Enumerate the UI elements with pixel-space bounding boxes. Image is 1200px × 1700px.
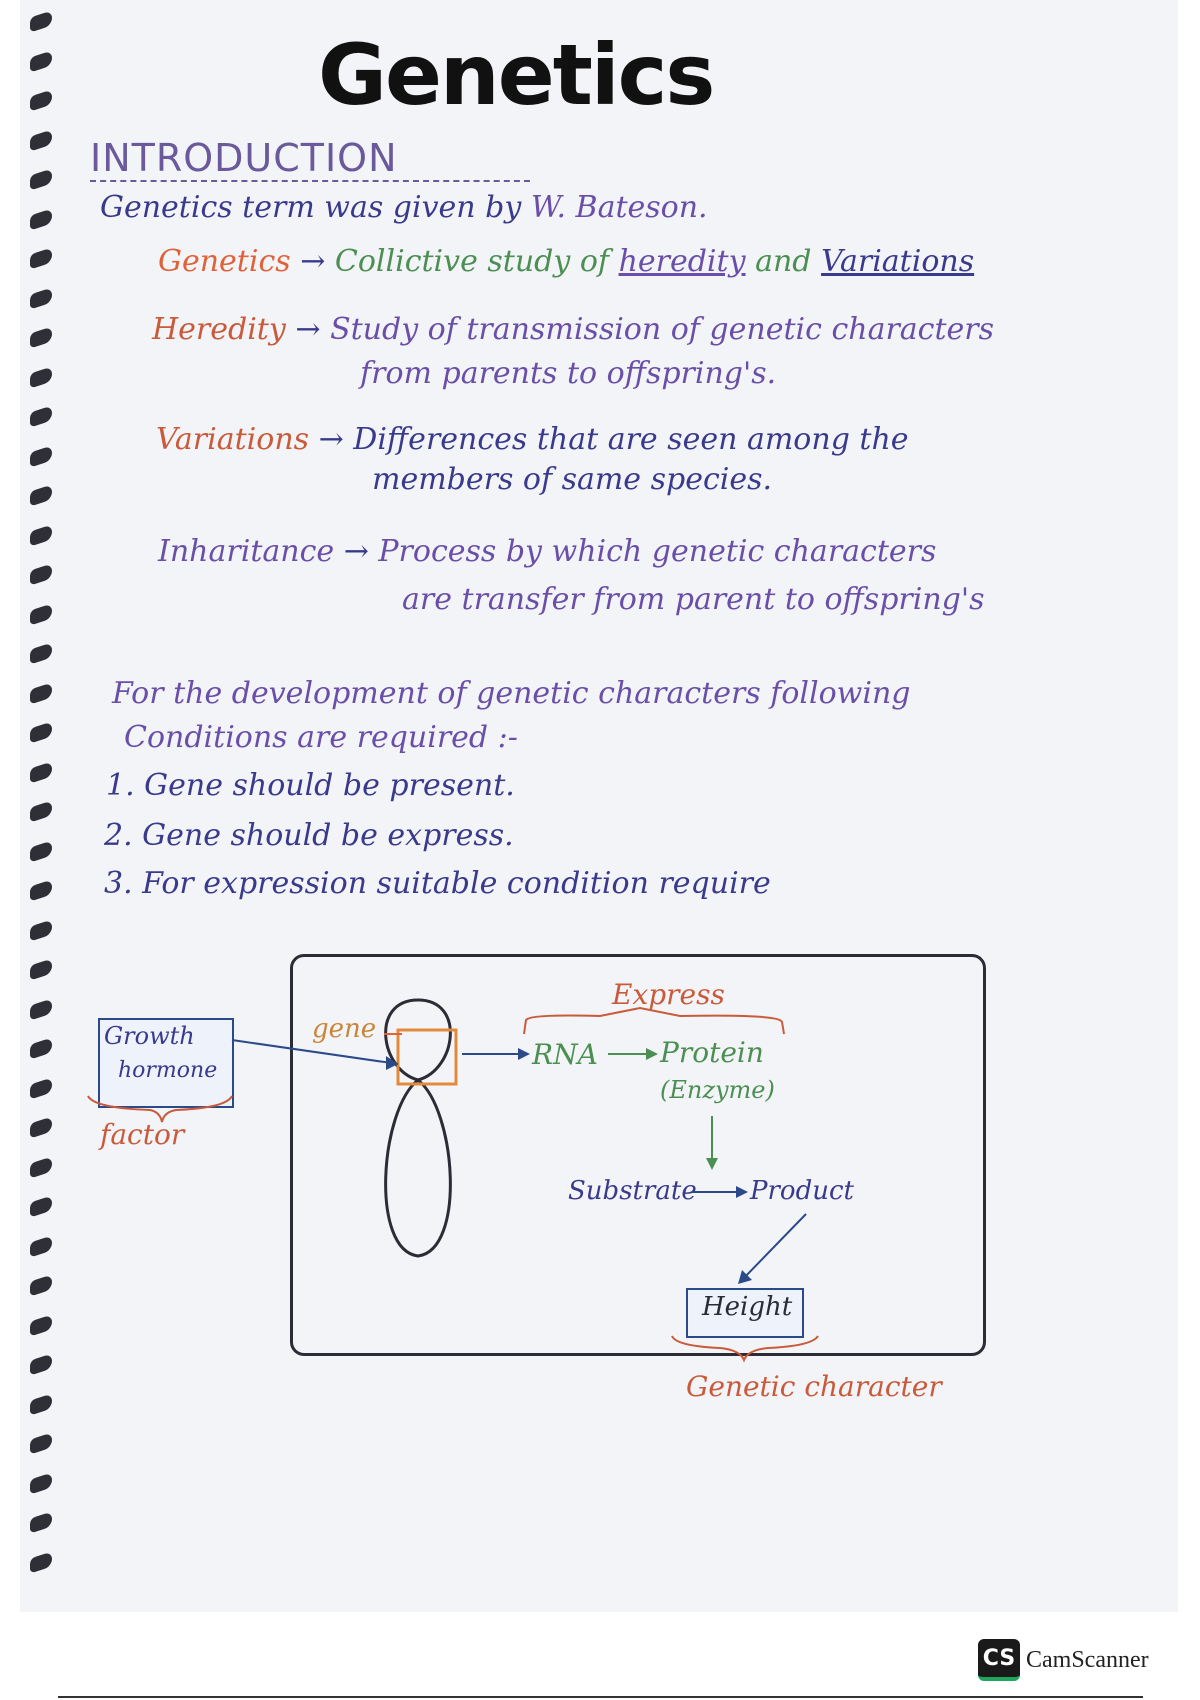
camscanner-text: CamScanner [1026, 1646, 1149, 1673]
arrow: → [318, 422, 344, 457]
genetic-character-label: Genetic character [686, 1370, 942, 1403]
definition-text: Differences that are seen among the [353, 422, 909, 457]
variations-word: Variations [821, 244, 975, 279]
camscanner-logo-icon: CS [978, 1639, 1020, 1681]
arrow: → [343, 534, 369, 569]
term-genetics: Genetics [158, 244, 291, 279]
intro-text: Genetics term was given by [100, 190, 522, 225]
product-label: Product [750, 1176, 854, 1206]
page-title: Genetics [318, 26, 714, 124]
and-word: and [755, 244, 812, 279]
arrow: → [300, 244, 326, 279]
enzyme-label: (Enzyme) [660, 1076, 775, 1104]
growth-label: Growth [104, 1022, 195, 1050]
gene-label: gene [312, 1014, 377, 1044]
definition-variations-cont: members of same species. [372, 462, 773, 497]
definition-heredity-cont: from parents to offspring's. [360, 356, 777, 391]
condition-item: 1. Gene should be present. [106, 768, 515, 803]
definition-text: Process by which genetic characters [378, 534, 937, 569]
hormone-label: hormone [118, 1058, 218, 1083]
introduction-heading: INTRODUCTION [90, 136, 398, 180]
definition-inharitance-cont: are transfer from parent to offspring's [402, 582, 985, 617]
conditions-intro-cont: Conditions are required :- [124, 720, 518, 755]
express-label: Express [612, 978, 725, 1011]
term-variations: Variations [156, 422, 310, 457]
heredity-word: heredity [618, 244, 746, 279]
definition-text: Study of transmission of genetic characters [330, 312, 995, 347]
conditions-intro: For the development of genetic characters following [112, 676, 911, 711]
condition-item: 2. Gene should be express. [104, 818, 514, 853]
condition-item: 3. For expression suitable condition require [104, 866, 771, 901]
arrow: → [295, 312, 321, 347]
protein-label: Protein [660, 1036, 764, 1069]
term-inharitance: Inharitance [158, 534, 335, 569]
factor-label: factor [100, 1118, 185, 1151]
bateson-name: W. Bateson. [530, 190, 708, 225]
camscanner-watermark [978, 1640, 1149, 1680]
rna-label: RNA [532, 1038, 598, 1071]
definition-text: Collictive study of [334, 244, 610, 279]
height-label: Height [702, 1292, 793, 1322]
substrate-label: Substrate [568, 1176, 697, 1206]
footer-rule [58, 1696, 1143, 1698]
term-heredity: Heredity [152, 312, 286, 347]
